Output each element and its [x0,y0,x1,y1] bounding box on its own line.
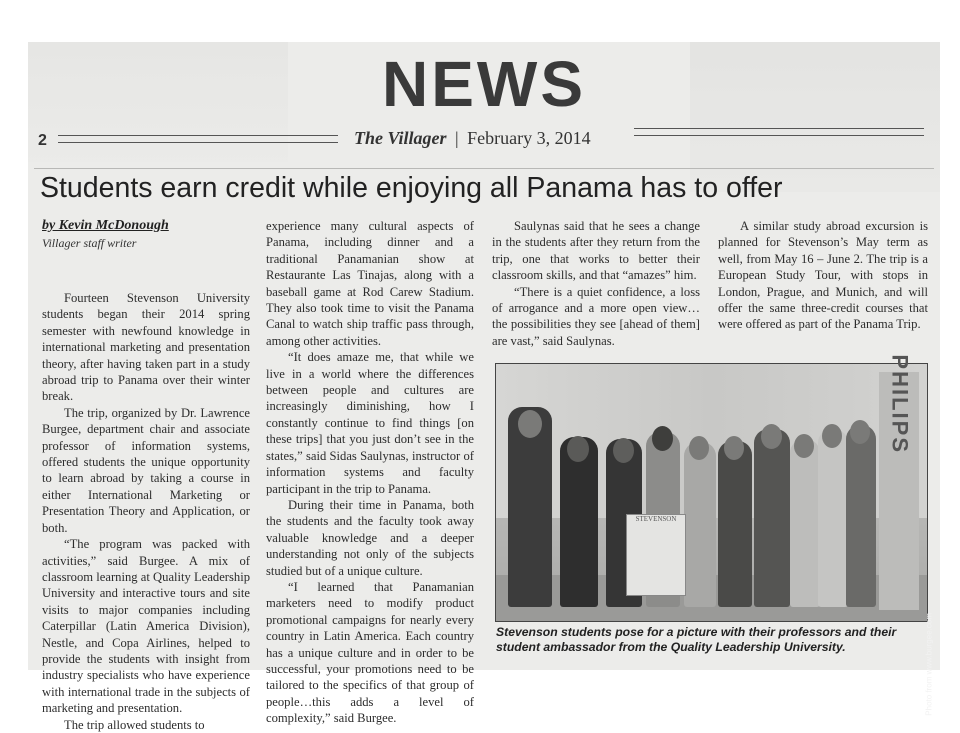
banner-text: PHILIPS [888,354,913,454]
stevenson-sign: STEVENSON [626,514,686,596]
dateline-separator: | [455,128,459,148]
person-figure [846,425,876,607]
person-figure [718,441,752,607]
article-column-2 [266,218,474,727]
dateline [354,128,591,149]
publication-name: The Villager [354,128,447,148]
paragraph: “The program was packed with activities,” said Burgee. A mix of classroom learning at Quality Leadership University and interactive tours and site visits to major companies including Caterpillar (Latin America Division), Nestle, and Copa Airlines, helped to provide the students with insight from industry specialists who have experience with international trade in the subjects of marketing and presentation. [42,537,250,716]
person-head [567,436,589,462]
page-number: 2 [38,132,47,149]
paragraph: A similar study abroad excursion is planned for Stevenson’s May term as well, from May 16 – June 2. The trip is a European Study Tour, with stops in London, Prague, and Munich, and will offer the same three-credit courses that were offered as part of the Panama Trip. [718,219,928,332]
paragraph: The trip, organized by Dr. Lawrence Burgee, department chair and associate professor of information systems, offered students the unique opportunity to learn abroad by taking a course in either International Marketing or Presentation Theory and Application, or both. [42,405,250,535]
paragraph: During their time in Panama, both the students and the faculty took away valuable knowledge and a deeper understanding not only of the subjects studied but of a unique culture. [266,497,474,578]
person-figure [684,442,716,607]
section-title: NEWS [382,48,586,120]
byline-title: Villager staff writer [42,236,137,250]
photo-credit: Photo from www.burgee.com [925,613,934,716]
masthead-rule-left [58,135,338,143]
photo-caption: Stevenson students pose for a picture with their professors and their student ambassador from the Quality Leadership University. [496,625,897,654]
person-head [689,436,709,460]
person-head [724,436,744,460]
article-headline: Students earn credit while enjoying all Panama has to offer [40,172,783,204]
paragraph: Saulynas said that he sees a change in the students after they return from the trip, one that works to better their classroom skills, and that “amazes” him. [492,219,700,283]
paragraph: Fourteen Stevenson University students began their 2014 spring semester with newfound knowledge in international marketing and presentation theory, after having taken part in a study abroad trip to Panama over their winter break. [42,291,250,404]
person-head [761,424,782,449]
person-head [652,426,673,451]
masthead-rule-right [634,128,924,136]
article-byline: by Kevin McDonough [42,218,169,233]
paragraph: “I learned that Panamanian marketers need to modify product promotional campaigns for nearly every country in Latin America. Each country has a unique culture and in order to be successful, your promotions need to be tailored to the specifics of that group of people…this adds a level of complexity,” said Burgee. [266,579,474,726]
person-figure [818,429,848,607]
article-column-1 [42,290,250,733]
paragraph: The trip allowed students to [64,717,205,732]
person-head [822,424,842,448]
publication-date: February 3, 2014 [467,128,591,148]
article-column-3 [492,218,700,349]
person-figure [754,429,790,607]
paragraph: experience many cultural aspects of Panama, including dinner and a traditional Panamanian show at Restaurante Las Tinajas, along with a baseball game at Rod Carew Stadium. They also took time to visit the Panama Canal to watch ship traffic pass through, among other activities. [266,219,474,348]
person-figure [790,439,820,607]
paragraph: “There is a quiet confidence, a loss of arrogance and a more open view… the possibilities they see [ahead of them] are vast,” said Saulynas. [492,284,700,348]
person-head [794,434,814,458]
person-head [850,420,870,444]
person-head [613,438,634,463]
paragraph: “It does amaze me, that while we live in a world where the differences between people and cultures are increasingly diminishing, how I constantly continue to find things [on these trips] that you just don’t see in the states,” said Sidas Saulynas, instructor of information systems and faculty participant in the trip to Panama. [266,350,474,496]
person-head [518,410,542,438]
header-divider [34,168,934,169]
person-figure [560,437,598,607]
newspaper-page [28,42,940,732]
article-column-4 [718,218,928,333]
